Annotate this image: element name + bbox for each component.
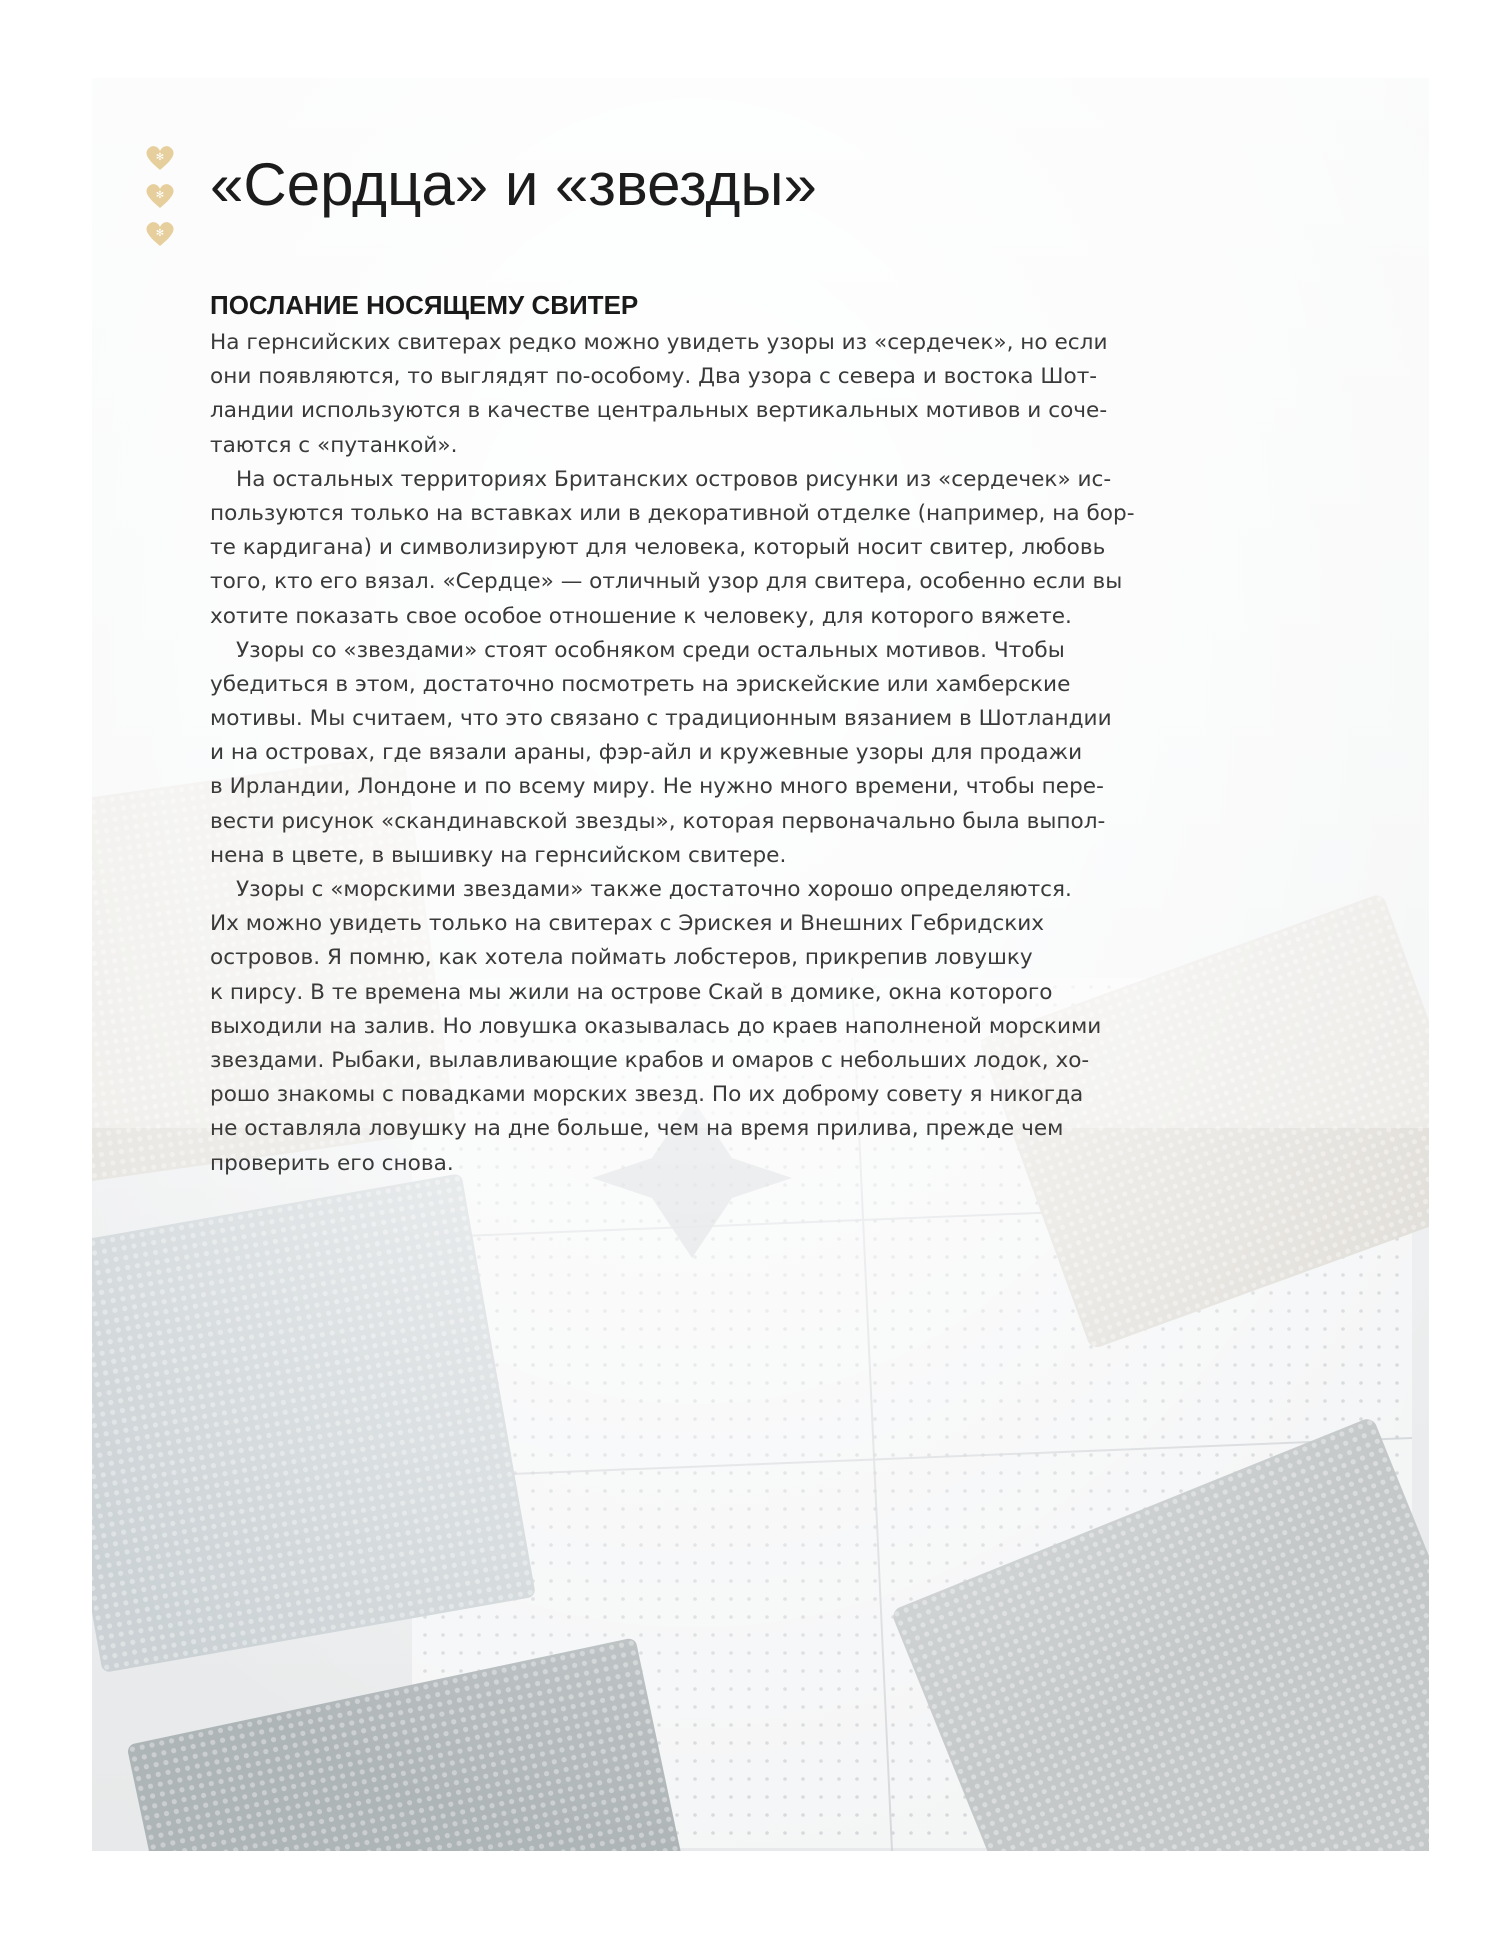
text-line: ландии используются в качестве центральных вертикальных мотивов и соче- xyxy=(210,398,1108,424)
text-line: Их можно увидеть только на свитерах с Эрискея и Внешних Гебридских xyxy=(210,911,1045,937)
text-line: вести рисунок «скандинавской звезды», которая первоначально была выпол- xyxy=(210,808,1106,834)
text-line: не оставляла ловушку на дне больше, чем на время прилива, прежде чем xyxy=(210,1116,1064,1142)
text-line: выходили на залив. Но ловушка оказывалась до краев наполненой морскими xyxy=(210,1013,1102,1039)
text-line: проверить его снова. xyxy=(210,1150,454,1176)
text-line: нена в цвете, в вышивку на гернсийском свитере. xyxy=(210,842,787,868)
text-line: того, кто его вязал. «Сердце» — отличный узор для свитера, особенно если вы xyxy=(210,569,1123,595)
section-heading: ПОСЛАНИЕ НОСЯЩЕМУ СВИТЕР xyxy=(210,290,639,320)
text-line: и на островах, где вязали араны, фэр-айл и кружевные узоры для продажи xyxy=(210,740,1083,766)
svg-text:✻: ✻ xyxy=(155,228,165,239)
text-line: Узоры с «морскими звездами» также достаточно хорошо определяются. xyxy=(236,877,1072,902)
text-line: к пирсу. В те времена мы жили на острове Скай в домике, окна которого xyxy=(210,979,1053,1005)
text-line: мотивы. Мы считаем, что это связано с традиционным вязанием в Шотландии xyxy=(210,706,1112,732)
paragraph-4 xyxy=(210,873,1130,1181)
page-title: «Сердца» и «звезды» xyxy=(210,151,817,218)
heart-ornaments xyxy=(140,140,180,260)
paragraph-2 xyxy=(210,463,1135,634)
text-line: рошо знакомы с повадками морских звезд. По их доброму совету я никогда xyxy=(210,1082,1084,1108)
text-line: Узоры со «звездами» стоят особняком среди остальных мотивов. Чтобы xyxy=(236,637,1065,663)
article-body xyxy=(210,326,1135,1181)
text-line: в Ирландии, Лондоне и по всему миру. Не нужно много времени, чтобы пере- xyxy=(210,774,1104,800)
paragraph-3 xyxy=(210,634,1130,873)
text-line: те кардигана) и символизируют для человека, который носит свитер, любовь xyxy=(210,535,1106,561)
svg-text:✻: ✻ xyxy=(155,190,165,201)
paragraph-1 xyxy=(210,326,1130,463)
text-line: пользуются только на вставках или в декоративной отделке (например, на бор- xyxy=(210,500,1135,526)
text-line: На гернсийских свитерах редко можно увидеть узоры из «сердечек», но если xyxy=(210,330,1108,355)
text-line: звездами. Рыбаки, вылавливающие крабов и омаров с небольших лодок, хо- xyxy=(210,1047,1090,1073)
svg-text:✻: ✻ xyxy=(155,152,165,163)
text-line: убедиться в этом, достаточно посмотреть на эрискейские или хамберские xyxy=(210,671,1071,697)
text-line: таются с «путанкой». xyxy=(210,432,458,458)
heart-icons xyxy=(140,140,180,260)
text-line: хотите показать свое особое отношение к человеку, для которого вяжете. xyxy=(210,603,1072,629)
text-line: На остальных территориях Британских островов рисунки из «сердечек» ис- xyxy=(236,466,1112,492)
text-line: островов. Я помню, как хотела поймать лобстеров, прикрепив ловушку xyxy=(210,945,1033,971)
text-line: они появляются, то выглядят по-особому. Два узора с севера и востока Шот- xyxy=(210,364,1098,390)
